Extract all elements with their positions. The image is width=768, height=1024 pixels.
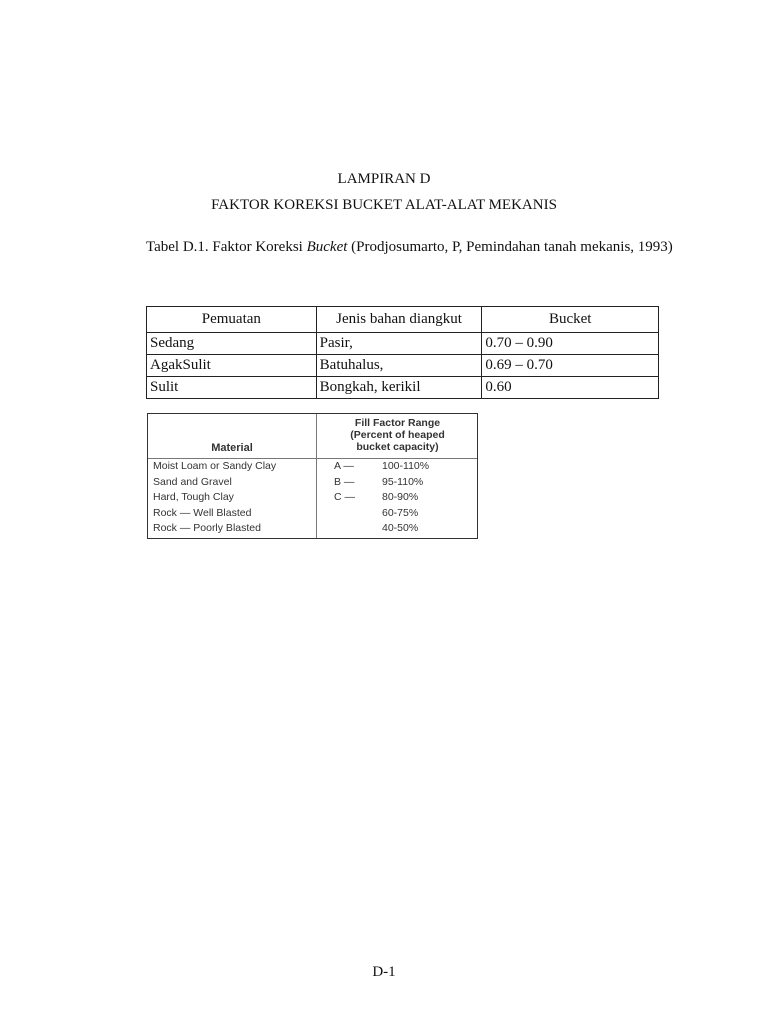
section-title: FAKTOR KOREKSI BUCKET ALAT-ALAT MEKANIS — [211, 197, 557, 213]
caption-suffix: (Prodjosumarto, P, Pemindahan tanah mekanis, 1993) — [347, 239, 673, 255]
table-row — [147, 355, 659, 377]
figure-material: Rock — Well Blasted — [153, 506, 252, 519]
figure-row — [148, 507, 479, 523]
caption-prefix: Tabel D.1. Faktor Koreksi — [146, 239, 307, 255]
cell-pemuatan: Sulit — [147, 377, 317, 399]
cell-jenis-bahan: Batuhalus, — [316, 355, 482, 377]
figure-row — [148, 460, 479, 476]
figure-rows — [148, 460, 479, 538]
figure-material: Sand and Gravel — [153, 475, 232, 488]
figure-range: 100-110% — [382, 460, 430, 472]
figure-row — [148, 476, 479, 492]
figure-row — [148, 491, 479, 507]
cell-bucket: 0.70 – 0.90 — [482, 333, 659, 355]
figure-code: A — — [334, 460, 354, 472]
bucket-factor-table — [146, 306, 659, 399]
cell-pemuatan: Sedang — [147, 333, 317, 355]
cell-bucket: 0.60 — [482, 377, 659, 399]
cell-bucket: 0.69 – 0.70 — [482, 355, 659, 377]
fill-factor-figure — [147, 413, 478, 539]
header-jenis-bahan: Jenis bahan diangkut — [316, 307, 482, 333]
figure-range: 80-90% — [382, 491, 419, 503]
header-bucket: Bucket — [482, 307, 659, 333]
figure-material: Rock — Poorly Blasted — [153, 522, 261, 534]
header-pemuatan: Pemuatan — [147, 307, 317, 333]
table-row — [147, 377, 659, 399]
table-caption — [146, 236, 686, 258]
figure-range: 40-50% — [382, 522, 419, 534]
figure-code: C — — [334, 491, 355, 503]
figure-header-range-line: (Percent of heaped — [350, 429, 445, 441]
figure-range: 95-110% — [382, 475, 424, 488]
cell-pemuatan: AgakSulit — [147, 355, 317, 377]
figure-code: B — — [334, 475, 355, 488]
figure-range: 60-75% — [382, 506, 419, 519]
table-header-row — [147, 307, 659, 333]
figure-material: Moist Loam or Sandy Clay — [153, 460, 277, 472]
table-row — [147, 333, 659, 355]
page-number: D-1 — [372, 964, 396, 980]
figure-material: Hard, Tough Clay — [153, 491, 234, 503]
cell-jenis-bahan: Pasir, — [316, 333, 482, 355]
cell-jenis-bahan: Bongkah, kerikil — [316, 377, 482, 399]
page-title: LAMPIRAN D — [337, 171, 431, 187]
figure-header-range-line: Fill Factor Range — [354, 417, 441, 429]
figure-header-divider — [148, 458, 477, 459]
figure-header-material: Material — [211, 442, 253, 454]
figure-header-range-line: bucket capacity) — [356, 441, 439, 453]
figure-header-range — [316, 417, 479, 453]
figure-row — [148, 522, 479, 538]
caption-italic: Bucket — [306, 239, 348, 255]
